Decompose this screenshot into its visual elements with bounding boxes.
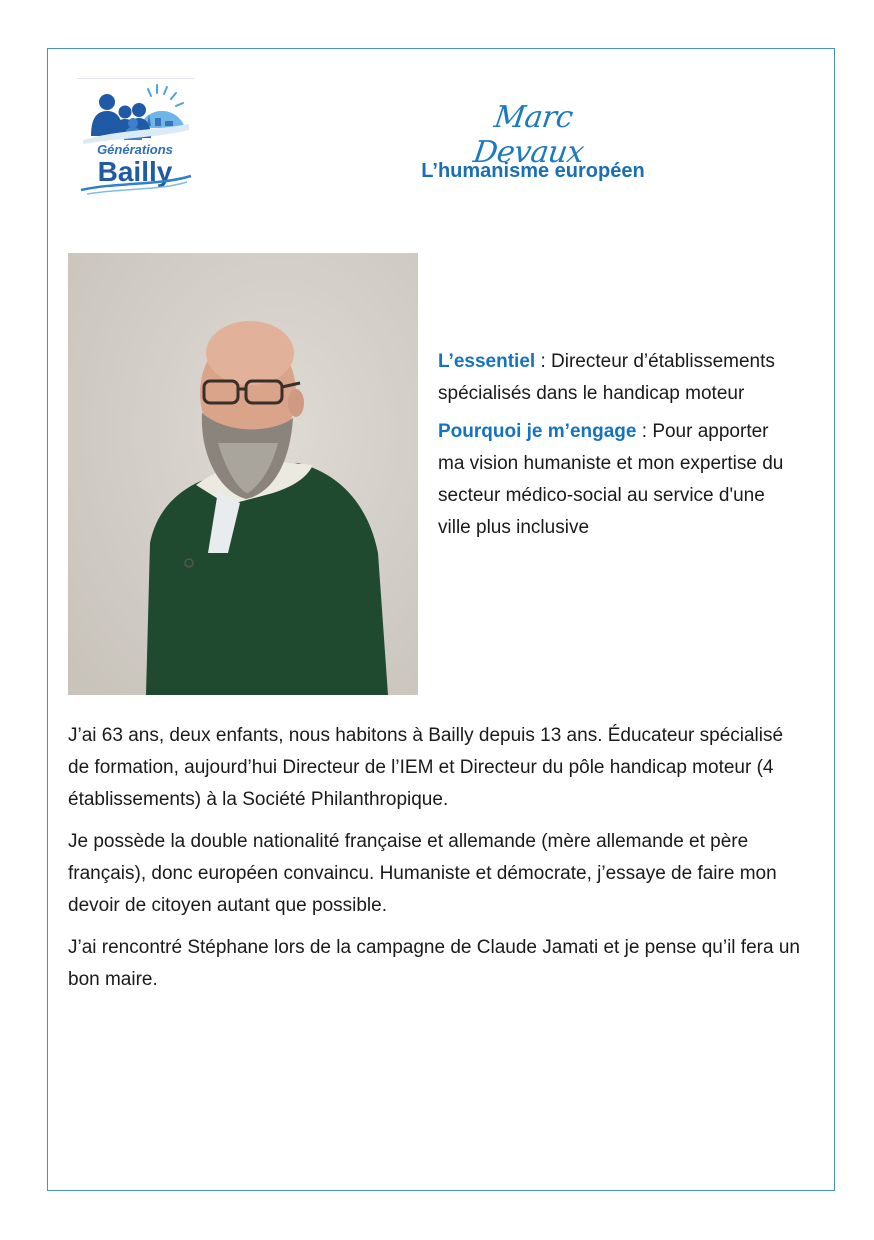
generations-bailly-logo — [77, 78, 194, 196]
portrait-illustration — [68, 253, 418, 695]
essentiel-label: L’essentiel — [438, 351, 536, 372]
summary-section — [438, 346, 798, 550]
essentiel-paragraph — [438, 346, 798, 410]
candidate-name: Marc Devaux — [471, 100, 586, 170]
logo-text-bailly: Bailly — [97, 156, 173, 187]
engagement-text: : Pour apporter ma vision humaniste et mon expertise du secteur médico-social au service d'une ville plus inclusive — [438, 421, 784, 538]
bio-paragraph: J’ai 63 ans, deux enfants, nous habitons à Bailly depuis 13 ans. Éducateur spécialisé de formation, aujourd’hui Directeur de l’IEM et Directeur du pôle handicap moteur (4 établissements) à la Société Philanthropique. — [68, 725, 784, 810]
candidate-photo — [68, 253, 418, 695]
logo-text-generations: Générations — [97, 142, 173, 157]
bio-paragraph: Je possède la double nationalité française et allemande (mère allemande et père français), donc européen convaincu. Humaniste et démocrate, j’essaye de faire mon devoir de citoyen autant que possible. — [68, 831, 777, 916]
biography-section — [68, 720, 808, 1006]
candidate-tagline: L’humanisme européen — [421, 160, 645, 182]
sun-rays-icon — [148, 85, 183, 106]
bio-paragraph: J’ai rencontré Stéphane lors de la campagne de Claude Jamati et je pense qu’il fera un bon maire. — [68, 937, 800, 990]
engagement-label: Pourquoi je m’engage — [438, 421, 637, 442]
essentiel-text: : Directeur d’établissements spécialisés dans le handicap moteur — [438, 351, 775, 404]
logo-graphic — [77, 78, 194, 196]
engagement-paragraph — [438, 416, 798, 544]
